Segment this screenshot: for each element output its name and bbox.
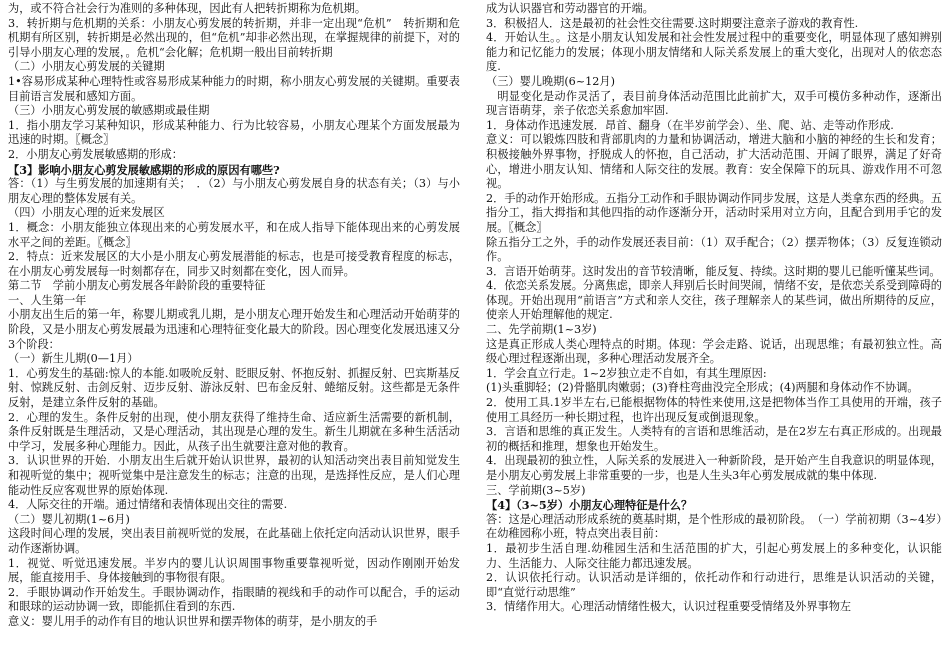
- left-paragraph: 1．概念：小朋友能独立体现出来的心剪发展水平，和在成人指导下能体现出来的心剪发展水平之间的差距。〖概念〗: [8, 220, 460, 249]
- left-heading: 一、人生第一年: [8, 293, 87, 307]
- left-paragraph: 3．转折期与危机期的关系：小朋友心剪发展的转折期，并非一定出现“危机” 转折期和危机期有所区别，转折期是必然出现的，但“危机”却非必然出现，在掌握规律的前提下，对的引导小朋友心理的发展，。危机“会化解；危机期一般出目前转折期: [8, 16, 460, 59]
- left-paragraph: 为，或不符合社会行为准则的多种体现，因此有人把转折期称为危机期。: [8, 2, 367, 15]
- left-column: [8, 2, 460, 670]
- left-paragraph: 1．视觉、听觉迅速发展。半岁内的婴儿认识周围事物重要靠视听觉，因动作刚刚开始发展，能直接用手、身体接触到的事物很有限。: [8, 556, 460, 585]
- left-paragraph: 2．特点：近来发展区的大小是小朋友心剪发展潜能的标志，也是可接受教育程度的标志，在小朋友心剪发展每一时刻都存在，同步又时刻都在变化，因人而异。: [8, 250, 460, 278]
- right-heading: 【4】（3~5岁）小朋友心理特征是什么？: [486, 498, 693, 513]
- left-paragraph: 1•容易形成某种心理特性或容易形成某种能力的时期，称小朋友心剪发展的关键期。重要表目前语言发展和感知方面。: [8, 74, 460, 103]
- right-paragraph: 成为认识器官和劳动器官的开端。: [486, 2, 654, 15]
- right-heading: 三、学前期(3~5岁): [486, 483, 586, 497]
- left-paragraph: 小朋友出生后的第一年，称婴儿期或乳儿期，是小朋友心理开始发生和心理活动开始萌芽的阶段，又是小朋友心剪发展最为迅速和心理特征变化最大的阶段。因心理变化发展迅速又分3个阶段：: [8, 308, 460, 351]
- right-paragraph: 1．最初步生活自理.幼稚园生活和生活范围的扩大，引起心剪发展上的多种变化，认识能力、生活能力、人际交往能力都迅速发展。: [486, 541, 942, 570]
- right-column: [486, 2, 942, 670]
- left-paragraph: 2．手眼协调动作开始发生。手眼协调动作，指眼睛的视线和手的动作可以配合，手的运动和眼球的运动协调一致，即能抓住看到的东西.: [8, 585, 460, 614]
- right-paragraph: 意义：可以锻炼四肢和背部肌肉的力量和协调活动，增进大脑和小脑的神经的生长和发育；积极接触外界事物，抒脱成人的怀抱，自己活动，扩大活动范围、开阔了眼界，满足了好奇心，增进小朋友认知、情绪和人际交往的发展。教育：安全保障下的玩具、游戏作用不可忽视。: [486, 133, 942, 191]
- left-paragraph: 2．小朋友心剪发展敏感期的形成：: [8, 147, 183, 161]
- left-paragraph: 这段时间心理的发展，突出表目前视听觉的发展，在此基础上依托定向活动认识世界，眼手动作逐渐协调。: [8, 527, 460, 555]
- left-paragraph: 答：（1）与生剪发展的加速期有关； ．（2）与小朋友心剪发展自身的状态有关；（3）与小朋友心理的整体发展有关。: [8, 177, 460, 205]
- left-paragraph: 2．心理的发生。条件反射的出现，使小朋友获得了维持生命、适应新生活需要的新机制，条件反射既是生理活动，又是心理活动，其出现是心理的发生。新生儿期就在多种生活活动中学习，发展多种心理能力。因此，从孩子出生就要注意对他的教育。: [8, 410, 460, 453]
- right-paragraph: 3．情绪作用大。心理活动情绪性极大，认识过程重要受情绪及外界事物左: [486, 600, 852, 614]
- left-heading: （二）婴儿初期(1~6月): [8, 512, 130, 526]
- right-paragraph: 2．使用工具.1岁半左右,已能根据物体的特性来使用,这是把物体当作工具使用的开端，孩子使用工具经历一种长期过程，也许出现反复或倒退现象。: [486, 396, 942, 424]
- right-paragraph: 2．认识依托行动。认识活动是详细的，依托动作和行动进行，思维是认识活动的关键，即“直觉行动思维”: [486, 571, 942, 599]
- left-heading: （一）新生儿期(0—1月）: [8, 352, 139, 366]
- right-paragraph: 4．依恋关系发展。分离焦虑，即亲人拜别后长时间哭闹，情绪不安，是依恋关系受到障碍的体现。开始出现用“前语言”方式和亲人交往，孩子理解亲人的某些词，做出所期待的反应，使亲人开始理解他的规定.: [486, 279, 942, 322]
- right-paragraph: 3．言语开始萌芽。这时发出的音节较清晰，能反复、持续。这时期的婴儿已能听懂某些词。: [486, 264, 941, 278]
- left-heading: （三）小朋友心剪发展的敏感期或最佳期: [8, 104, 210, 118]
- left-paragraph: 4．人际交往的开端。通过情绪和表情体现出交往的需要.: [8, 498, 288, 512]
- right-heading: （三）婴儿晚期(6~12月): [486, 74, 615, 88]
- right-paragraph: 3．言语和思维的真正发生。人类特有的言语和思维活动，是在2岁左右真正形成的。出现最初的概括和推理，想象也开始发生。: [486, 425, 942, 453]
- right-paragraph: 1．学会直立行走。1~2岁独立走不自如，有其生理原因:: [486, 366, 767, 380]
- left-heading: （四）小朋友心理的近来发展区: [8, 206, 165, 220]
- right-paragraph: 2．手的动作开始形成。五指分工动作和手眼协调动作同步发展，这是人类拿东西的经典。五指分工，指大拇指和其他四指的动作逐渐分开，活动时采用对立方向，且配合到用手它的发展。〖概念〗: [486, 191, 942, 234]
- left-paragraph: 1．指小朋友学习某种知识，形成某种能力、行为比较容易，小朋友心理某个方面发展最为迅速的时期。〖概念〗: [8, 118, 460, 147]
- right-heading: 二、先学前期(1~3岁): [486, 323, 597, 337]
- left-heading: （二）小朋友心剪发展的关键期: [8, 60, 165, 74]
- left-paragraph: 1．心剪发生的基础:惊人的本能.如吸吮反射、眨眼反射、怀抱反射、抓握反射、巴宾斯基反射、惊跳反射、击剑反射、迈步反射、游泳反射、巴布金反射、蜷缩反射。这些都是无条件反射，是建立条件反射的基础。: [8, 366, 460, 410]
- right-paragraph: 4．开始认生。。这是小朋友认知发展和社会性发展过程中的重要变化，明显体现了感知辨别能力和记忆能力的发展；体现小朋友情绪和人际关系发展上的重大变化，出现对人的依恋态度.: [486, 31, 942, 74]
- right-paragraph: 3．积极招人．这是最初的社会性交往需要.这时期要注意亲子游戏的教育性.: [486, 16, 859, 30]
- right-paragraph: 明显变化是动作灵活了，表目前身体活动范围比此前扩大，双手可模仿多种动作，逐渐出现言语萌芽，亲子依恋关系愈加牢固.: [486, 89, 942, 118]
- left-paragraph: 3．认识世界的开始．小朋友出生后就开始认识世界，最初的认知活动突出表目前知觉发生和视听觉的集中；视听觉集中是注意发生的标志；注意的出现，是选择性反应，是人们心理能动性反应客观世界的原始体现.: [8, 454, 460, 497]
- right-paragraph: (1)头重脚轻；(2)骨骼肌肉嫩弱；(3)脊柱弯曲没完全形成；(4)两腿和身体动作不协调。: [486, 381, 919, 395]
- right-paragraph: 答：这是心理活动形成系统的奠基时期，是个性形成的最初阶段。 （一）学前初期（3~4岁）在幼稚园称小班，特点突出表目前：: [486, 512, 942, 541]
- right-paragraph: 这是真正形成人类心理特点的时期。体现：学会走路、说话，出现思维；有最初独立性。高级心理过程逐渐出现，多种心理活动发展齐全。: [486, 337, 942, 366]
- right-paragraph: 除五指分工之外，手的动作发展还表目前：（1）双手配合；（2）摆弄物体；（3）反复连锁动作。: [486, 235, 942, 264]
- left-heading: 【3】影响小朋友心剪发展敏感期的形成的原因有哪些?: [8, 162, 280, 177]
- right-paragraph: 4．出现最初的独立性，人际关系的发展进入一种新阶段，是开始产生自我意识的明显体现，是小朋友心剪发展上非常重要的一步，也是人生头3年心剪发展成就的集中体现.: [486, 454, 942, 482]
- left-heading: 第二节 学前小朋友心剪发展各年龄阶段的重要特征: [8, 279, 266, 293]
- left-paragraph: 意义：婴儿用手的动作有目的地认识世界和摆弄物体的萌芽，是小朋友的手: [8, 614, 378, 628]
- right-paragraph: 1．身体动作迅速发展．昂首、翻身（在半岁前学会）、坐、爬、站、走等动作形成.: [486, 118, 894, 132]
